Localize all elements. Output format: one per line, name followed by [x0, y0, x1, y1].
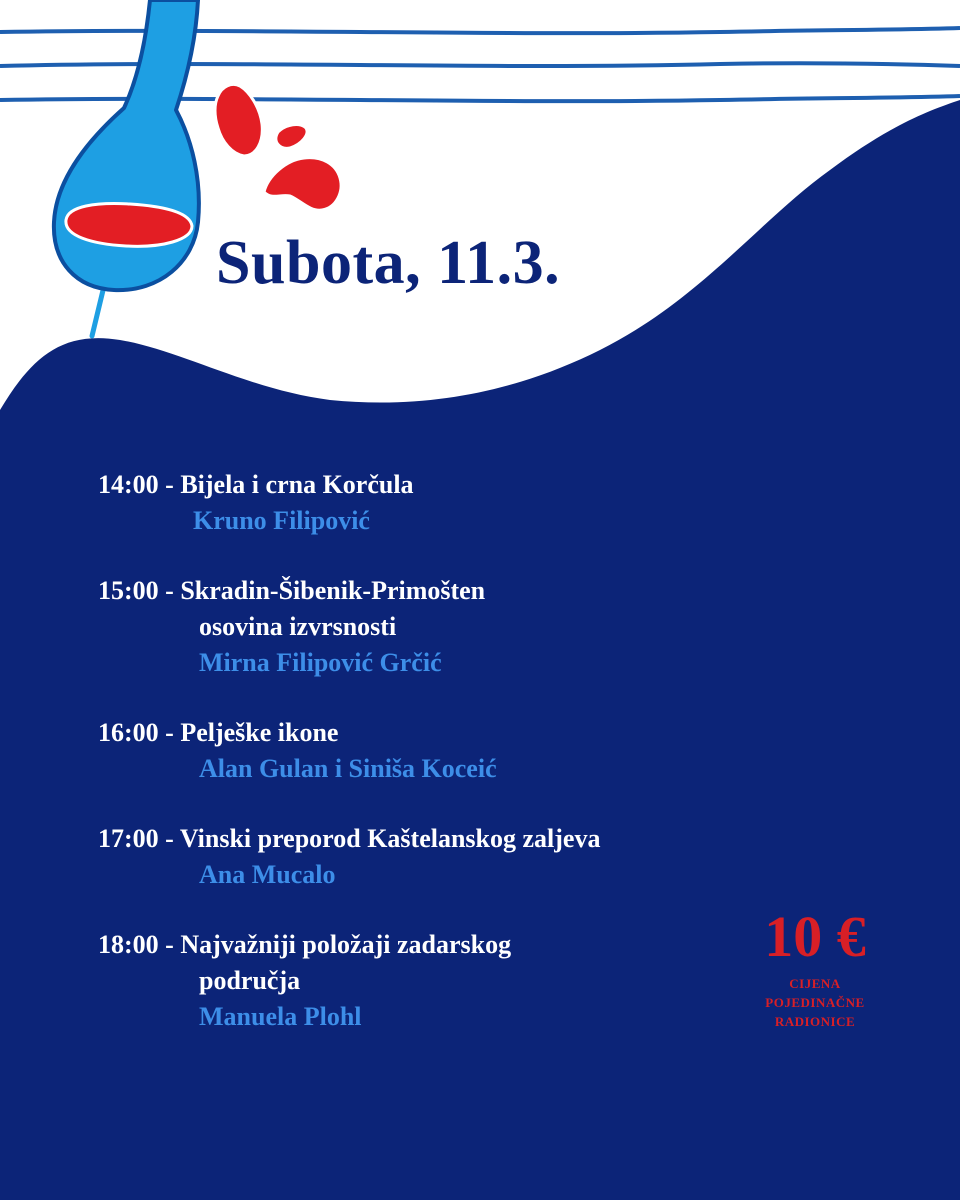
schedule-item-speaker: Manuela Plohl [199, 1002, 362, 1031]
schedule-item-title: 14:00 - Bijela i crna Korčula [98, 470, 414, 499]
price-label-line: RADIONICE [774, 1014, 856, 1029]
price-amount: 10 € [764, 904, 866, 969]
schedule-item-title: 17:00 - Vinski preporod Kaštelanskog zaljeva [98, 824, 601, 853]
schedule-item-speaker: Mirna Filipović Grčić [199, 648, 442, 677]
schedule-item-title: 18:00 - Najvažniji položaji zadarskog [98, 930, 512, 959]
schedule-item-title-cont: područja [199, 966, 301, 995]
page-title: Subota, 11.3. [216, 229, 561, 297]
schedule-item-title-cont: osovina izvrsnosti [199, 612, 397, 641]
wine-splash-1 [215, 84, 262, 156]
schedule-item-speaker: Kruno Filipović [193, 506, 370, 535]
price-label-line: POJEDINAČNE [765, 995, 865, 1010]
price-label-line: CIJENA [789, 976, 841, 991]
price-label [740, 974, 890, 1031]
schedule-item-title: 16:00 - Pelješke ikone [98, 718, 339, 747]
price-badge [740, 904, 890, 1031]
schedule-item-speaker: Alan Gulan i Siniša Koceić [199, 754, 497, 783]
wine-splash-2 [276, 125, 307, 149]
schedule-item-title: 15:00 - Skradin-Šibenik-Primošten [98, 576, 486, 605]
schedule-item-speaker: Ana Mucalo [199, 860, 336, 889]
wine-splash-3 [264, 158, 341, 211]
wine-fill [66, 204, 192, 247]
